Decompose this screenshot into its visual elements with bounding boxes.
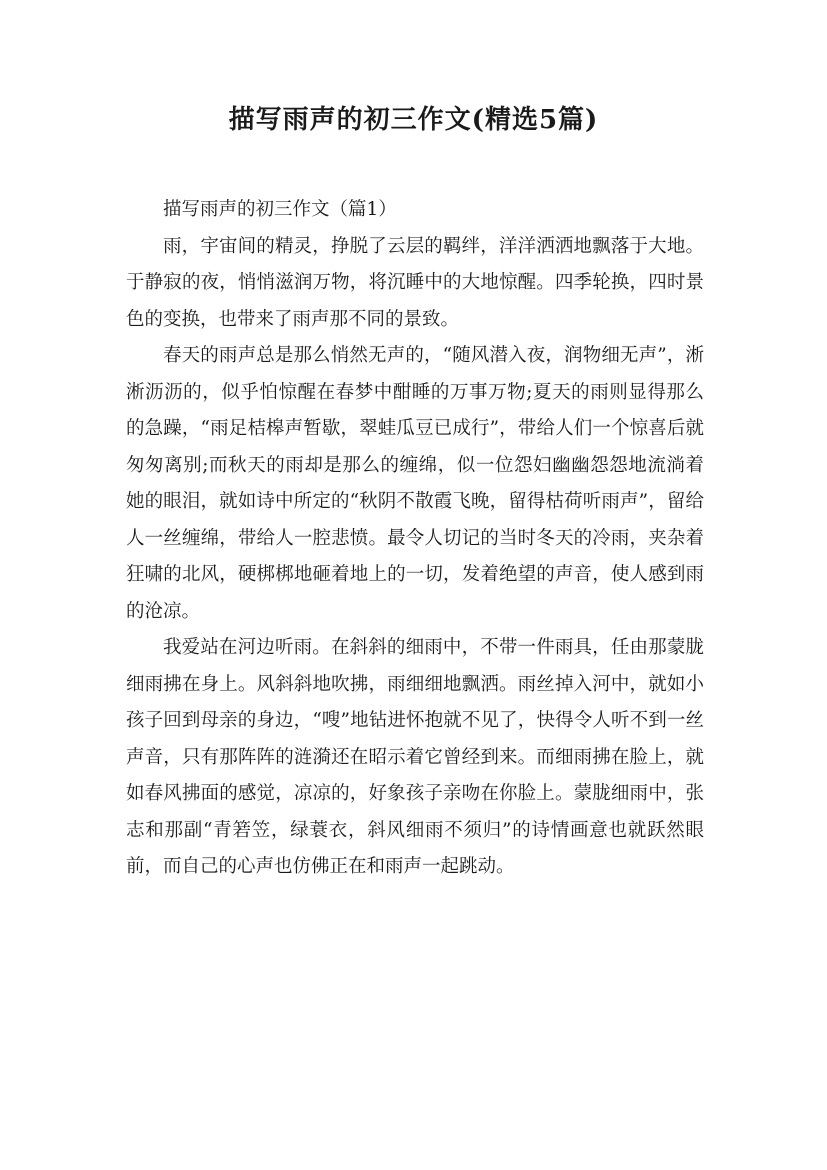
- section-heading: 描写雨声的初三作文（篇1）: [163, 199, 397, 220]
- paragraph-3: 我爱站在河边听雨。在斜斜的细雨中，不带一件雨具，任由那蒙胧细雨拂在身上。风斜斜地吹拂，雨细细地飘洒。雨丝掉入河中，就如小孩子回到母亲的身边，“嗖”地钻进怀抱就不见了，快得令人听不到一丝声音，只有那阵阵的涟漪还在昭示着它曾经到来。而细雨拂在脸上，就如春风拂面的感觉，凉凉的，好象孩子亲吻在你脸上。蒙胧细雨中，张志和那副“青箬笠，绿蓑衣，斜风细雨不须归”的诗情画意也就跃然眼前，而自己的心声也仿佛正在和雨声一起跳动。: [126, 637, 704, 877]
- document-body: [126, 192, 704, 886]
- paragraph-2: 春天的雨声总是那么悄然无声的，“随风潜入夜，润物细无声”，淅淅沥沥的，似乎怕惊醒在春梦中酣睡的万事万物;夏天的雨则显得那么的急躁，“雨足桔槔声暂歇，翠蛙瓜豆已成行”，带给人们一个惊喜后就匆匆离别;而秋天的雨却是那么的缠绵，似一位怨妇幽幽怨怨地流淌着她的眼泪，就如诗中所定的“秋阴不散霞飞晚，留得枯荷听雨声”，留给人一丝缠绵，带给人一腔悲愤。最令人切记的当时冬天的冷雨，夹杂着狂啸的北风，硬梆梆地砸着地上的一切，发着绝望的声音，使人感到雨的沧凉。: [126, 345, 704, 622]
- paragraph-1: 雨，宇宙间的精灵，挣脱了云层的羁绊，洋洋洒洒地飘落于大地。于静寂的夜，悄悄滋润万物，将沉睡中的大地惊醒。四季轮换，四时景色的变换，也带来了雨声那不同的景致。: [126, 235, 704, 330]
- document-title: 描写雨声的初三作文(精选5篇): [228, 105, 599, 135]
